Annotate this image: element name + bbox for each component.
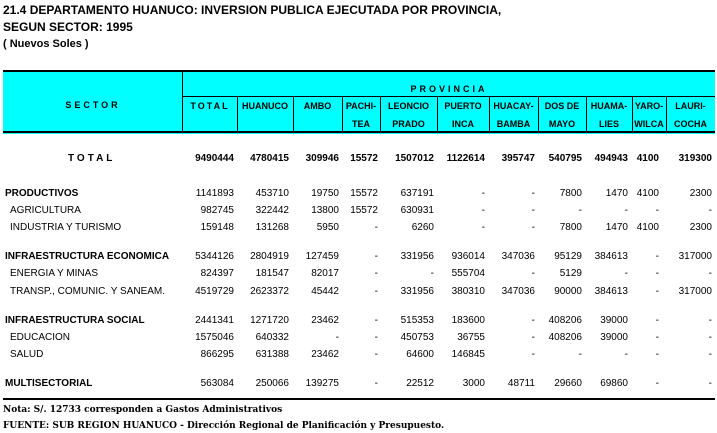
cell-value: - [655,349,659,360]
cell-value: 2623372 [250,286,289,297]
cell-value: - [655,251,659,262]
cell-value: 1271720 [250,315,289,326]
table-row [0,332,717,347]
table-row [0,378,717,393]
row-label: INFRAESTRUCTURA SOCIAL [5,315,145,326]
row-label: ENERGIA Y MINAS [10,268,98,279]
sector-column-header: SECTOR [65,100,121,110]
cell-value: 36755 [457,332,485,343]
row-label: EDUCACION [10,332,71,343]
cell-value: - [531,315,535,326]
column-header-line2: WILCA [634,119,664,129]
column-header-line1: PACHI- [345,101,377,111]
row-label: SALUD [10,349,44,360]
cell-value: 540795 [548,153,582,164]
cell-value: - [655,268,659,279]
table-row [0,188,717,203]
cell-value: 250066 [255,378,289,389]
cell-value: 9490444 [195,153,234,164]
cell-value: - [374,286,378,297]
cell-value: 4780415 [250,153,289,164]
cell-value: 181547 [255,268,289,279]
cell-value: 39000 [600,332,628,343]
cell-value: 408206 [548,332,582,343]
cell-value: 347036 [501,286,535,297]
cell-value: - [374,222,378,233]
cell-value: 39000 [600,315,628,326]
row-label: INDUSTRIA Y TURISMO [10,222,122,233]
cell-value: 95129 [554,251,582,262]
cell-value: 384613 [594,286,628,297]
cell-value: - [655,205,659,216]
row-label: TOTAL [68,153,116,164]
cell-value: 82017 [311,268,339,279]
cell-value: 146845 [451,349,485,360]
cell-value: 48711 [507,378,535,389]
cell-value: 4519729 [195,286,234,297]
column-header-line2: TEA [352,119,370,129]
column-header-line2: LIES [598,119,619,129]
cell-value: 384613 [594,251,628,262]
table-row [0,153,717,168]
cell-value: - [374,349,378,360]
cell-value: 309946 [305,153,339,164]
cell-value: 2300 [689,222,712,233]
cell-value: 453710 [255,188,289,199]
cell-value: 640332 [255,332,289,343]
cell-value: 317000 [678,251,712,262]
cell-value: 331956 [400,251,434,262]
footnote: Nota: S/. 12733 corresponden a Gastos Administrativos [3,405,283,415]
column-header-line1: YARO- [634,101,664,111]
cell-value: - [708,315,712,326]
cell-value: 631388 [255,349,289,360]
cell-value: - [335,332,339,343]
cell-value: - [481,222,485,233]
cell-value: - [655,315,659,326]
cell-value: - [624,349,628,360]
cell-value: 319300 [678,153,712,164]
table-row [0,315,717,330]
cell-value: 90000 [554,286,582,297]
cell-value: - [578,205,582,216]
cell-value: 5950 [316,222,339,233]
cell-value: 23462 [311,349,339,360]
row-label: AGRICULTURA [10,205,81,216]
cell-value: - [708,205,712,216]
column-header-line1: TOTAL [190,101,230,111]
cell-value: - [708,349,712,360]
table-row [0,205,717,220]
cell-value: 395747 [501,153,535,164]
cell-value: - [531,268,535,279]
unit-label: ( Nuevos Soles ) [3,38,89,50]
cell-value: 7800 [559,188,582,199]
cell-value: - [374,332,378,343]
cell-value: - [708,268,712,279]
column-header-line1: LEONCIO [387,101,429,111]
cell-value: 5129 [559,268,582,279]
cell-value: - [531,222,535,233]
column-header-line1: AMBO [303,101,332,111]
cell-value: 15572 [350,188,378,199]
cell-value: 515353 [400,315,434,326]
table-row [0,222,717,237]
table-title-line2: SEGUN SECTOR: 1995 [3,20,133,34]
cell-value: 23462 [311,315,339,326]
cell-value: 127459 [305,251,339,262]
cell-value: - [624,268,628,279]
table-row [0,286,717,301]
cell-value: 408206 [548,315,582,326]
column-header-line1: HUANUCO [242,101,288,111]
cell-value: - [655,378,659,389]
cell-value: 1122614 [446,153,485,164]
row-label: TRANSP., COMUNIC. Y SANEAM. [10,286,166,297]
cell-value: - [430,268,434,279]
cell-value: - [655,332,659,343]
cell-value: 380310 [451,286,485,297]
cell-value: 331956 [400,286,434,297]
source-note: FUENTE: SUB REGION HUANUCO - Dirección Regional de Planificación y Presupuesto. [3,421,445,431]
cell-value: 4100 [636,188,659,199]
column-header-line1: LAURI- [675,101,706,111]
cell-value: - [655,286,659,297]
cell-value: 19750 [311,188,339,199]
table-title-line1: 21.4 DEPARTAMENTO HUANUCO: INVERSION PUBLICA EJECUTADA POR PROVINCIA, [3,3,502,17]
row-label: INFRAESTRUCTURA ECONOMICA [5,251,170,262]
row-label: MULTISECTORIAL [5,378,93,389]
table-row [0,251,717,266]
cell-value: 982745 [200,205,234,216]
cell-value: 555704 [451,268,485,279]
cell-value: 866295 [200,349,234,360]
table-row [0,349,717,364]
cell-value: 64600 [406,349,434,360]
cell-value: 563084 [200,378,234,389]
cell-value: 1470 [605,188,628,199]
cell-value: 159148 [200,222,234,233]
cell-value: 131268 [255,222,289,233]
cell-value: 637191 [400,188,434,199]
column-header-line2: MAYO [548,119,576,129]
cell-value: - [531,205,535,216]
cell-value: 1575046 [195,332,234,343]
cell-value: 139275 [305,378,339,389]
column-header-line1: PUERTO [444,101,482,111]
cell-value: 15572 [350,153,378,164]
cell-value: 1141893 [195,188,234,199]
cell-value: 4100 [636,222,659,233]
row-label: PRODUCTIVOS [5,188,79,199]
cell-value: 450753 [400,332,434,343]
cell-value: 69860 [600,378,628,389]
cell-value: 494943 [594,153,628,164]
cell-value: - [708,332,712,343]
provincia-group-header: PROVINCIA [410,84,488,94]
cell-value: 630931 [400,205,434,216]
cell-value: 29660 [554,378,582,389]
cell-value: - [578,349,582,360]
cell-value: 1507012 [395,153,434,164]
cell-value: - [374,315,378,326]
cell-value: - [624,205,628,216]
cell-value: 5344126 [195,251,234,262]
cell-value: 22512 [406,378,434,389]
column-header-line1: HUAMA- [590,101,628,111]
table-row [0,268,717,283]
cell-value: 6260 [411,222,434,233]
table-bottom-rule [3,398,715,400]
column-header-line1: DOS DE [544,101,580,111]
cell-value: 2300 [689,188,712,199]
cell-value: 13800 [311,205,339,216]
cell-value: - [708,378,712,389]
cell-value: 1470 [605,222,628,233]
cell-value: 3000 [462,378,485,389]
cell-value: - [481,205,485,216]
cell-value: - [531,332,535,343]
header-bottom-rule [3,131,715,133]
column-header-line2: PRADO [392,119,425,129]
cell-value: 347036 [501,251,535,262]
cell-value: 45442 [311,286,339,297]
cell-value: - [531,349,535,360]
cell-value: 317000 [678,286,712,297]
cell-value: 2441341 [195,315,234,326]
cell-value: 936014 [451,251,485,262]
column-header-line2: BAMBA [496,119,531,129]
cell-value: - [481,188,485,199]
cell-value: 15572 [350,205,378,216]
cell-value: 183600 [451,315,485,326]
column-header-line1: HUACAY- [493,101,534,111]
column-header-line2: INCA [452,119,474,129]
cell-value: 2804919 [250,251,289,262]
cell-value: 824397 [200,268,234,279]
column-header-line2: COCHA [674,119,707,129]
cell-value: 322442 [255,205,289,216]
cell-value: - [374,268,378,279]
cell-value: 7800 [559,222,582,233]
cell-value: 4100 [636,153,659,164]
cell-value: - [374,251,378,262]
cell-value: - [374,378,378,389]
cell-value: - [531,188,535,199]
header-divider-horizontal [183,96,715,97]
